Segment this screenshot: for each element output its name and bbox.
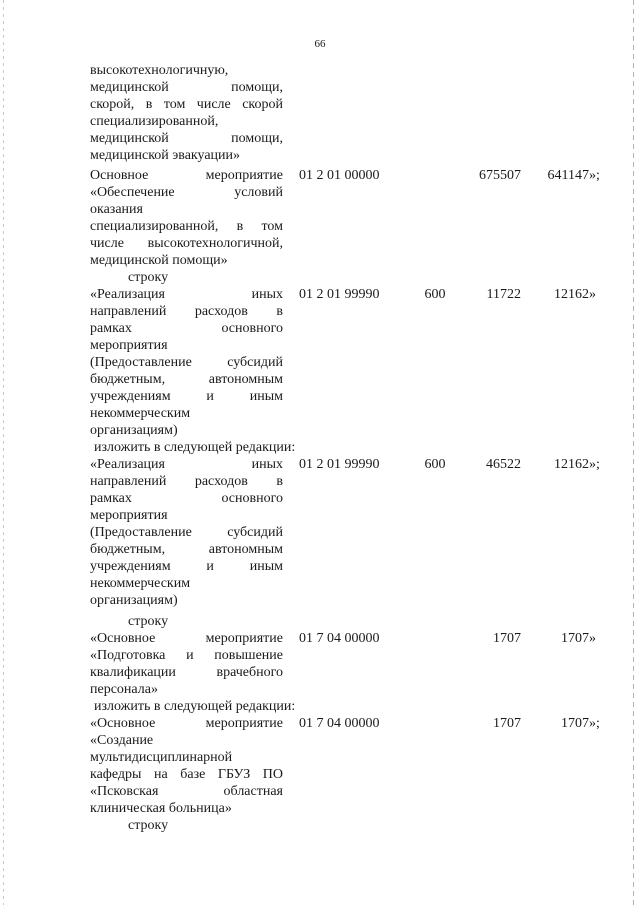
continuation-text — [90, 62, 283, 164]
row-value-2-text: 1707» — [561, 716, 596, 731]
desc-line: некоммерческим — [90, 406, 191, 421]
desc-line: мультидисциплинарной — [90, 750, 233, 765]
desc-line: высокотехнологичную, — [90, 63, 229, 78]
desc-line: учреждениям и иным — [90, 559, 283, 574]
row-value-2 — [530, 286, 596, 303]
desc-line: «Основное мероприятие — [90, 716, 283, 731]
row-code: 01 2 01 99990 — [299, 457, 380, 472]
instruction-replace: изложить в следующей редакции: — [94, 440, 296, 455]
scan-edge-right — [633, 0, 634, 905]
desc-line: бюджетным, автономным — [90, 542, 283, 557]
row-description — [90, 715, 283, 817]
desc-line: организациям) — [90, 593, 178, 608]
desc-line: специализированной, в том — [90, 219, 283, 234]
row-value-2-text: 641147» — [547, 168, 596, 183]
row-description — [90, 167, 283, 269]
row-value-1: 1707 — [493, 716, 521, 731]
desc-line: «Основное мероприятие — [90, 631, 283, 646]
desc-line: квалификации врачебного — [90, 665, 283, 680]
desc-line: специализированной, — [90, 114, 219, 129]
row-value-1: 1707 — [493, 631, 521, 646]
desc-line: клиническая больница» — [90, 801, 232, 816]
desc-line: мероприятия — [90, 338, 168, 353]
desc-line: персонала» — [90, 682, 158, 697]
row-code: 01 2 01 00000 — [299, 168, 380, 183]
instruction-row-word: строку — [128, 614, 169, 629]
desc-line: числе высокотехнологичной, — [90, 236, 283, 251]
row-code: 01 7 04 00000 — [299, 631, 380, 646]
desc-line: медицинской помощи, — [90, 80, 283, 95]
desc-line: кафедры на базе ГБУЗ ПО — [90, 767, 283, 782]
row-value-1: 11722 — [486, 287, 521, 302]
row-description — [90, 456, 283, 609]
desc-line: «Псковская областная — [90, 784, 283, 799]
row-expense-type: 600 — [424, 287, 446, 302]
page-number: 66 — [314, 38, 326, 50]
row-value-2: 12162»; — [554, 457, 600, 472]
desc-line: «Реализация иных — [90, 287, 283, 302]
scan-edge-left — [3, 0, 4, 905]
desc-line: Основное мероприятие — [90, 168, 283, 183]
row-value-2-text: 12162» — [554, 457, 596, 472]
row-value-1: 46522 — [486, 457, 521, 472]
desc-line: «Создание — [90, 733, 154, 748]
desc-line: направлений расходов в — [90, 304, 283, 319]
row-value-2-text: 12162» — [554, 287, 596, 302]
desc-line: «Обеспечение условий — [90, 185, 283, 200]
row-value-2: 1707»; — [561, 716, 600, 731]
row-value-1: 675507 — [479, 168, 521, 183]
desc-line: скорой, в том числе скорой — [90, 97, 283, 112]
desc-line: учреждениям и иным — [90, 389, 283, 404]
desc-line: некоммерческим — [90, 576, 191, 591]
desc-line: медицинской помощи, — [90, 131, 283, 146]
desc-line: рамках основного — [90, 491, 283, 506]
row-code: 01 2 01 99990 — [299, 287, 380, 302]
row-description — [90, 630, 283, 698]
desc-line: организациям) — [90, 423, 178, 438]
instruction-row-word: строку — [128, 270, 169, 285]
desc-line: направлений расходов в — [90, 474, 283, 489]
row-value-2 — [530, 630, 596, 647]
row-description — [90, 286, 283, 439]
row-expense-type: 600 — [424, 457, 446, 472]
desc-line: оказания — [90, 202, 143, 217]
row-value-2: 641147»; — [547, 168, 600, 183]
desc-line: мероприятия — [90, 508, 168, 523]
desc-line: бюджетным, автономным — [90, 372, 283, 387]
row-code: 01 7 04 00000 — [299, 716, 380, 731]
desc-line: медицинской помощи» — [90, 253, 228, 268]
desc-line: «Подготовка и повышение — [90, 648, 283, 663]
desc-line: «Реализация иных — [90, 457, 283, 472]
instruction-row-word: строку — [128, 818, 169, 833]
desc-line: медицинской эвакуации» — [90, 148, 241, 163]
desc-line: рамках основного — [90, 321, 283, 336]
desc-line: (Предоставление субсидий — [90, 355, 283, 370]
desc-line: (Предоставление субсидий — [90, 525, 283, 540]
instruction-replace: изложить в следующей редакции: — [94, 699, 296, 714]
row-value-2-text: 1707» — [561, 631, 596, 646]
